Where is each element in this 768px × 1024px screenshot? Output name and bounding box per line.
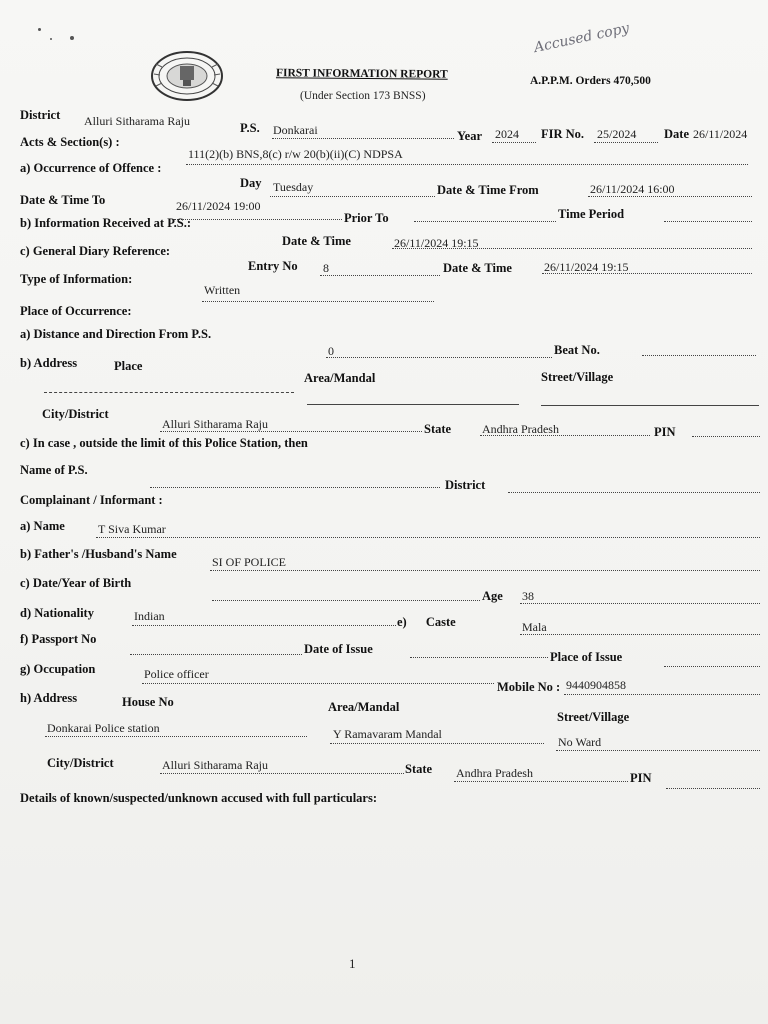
fir-no-value: 25/2024 bbox=[597, 127, 637, 141]
date-time-from-value: 26/11/2024 16:00 bbox=[590, 182, 675, 196]
ps-value: Donkarai bbox=[273, 123, 318, 137]
dob-underline bbox=[212, 600, 480, 601]
street-underline bbox=[541, 405, 759, 406]
area-value: Y Ramavaram Mandal bbox=[333, 727, 442, 741]
entry-no-label: Entry No bbox=[248, 259, 298, 273]
name-ps-underline bbox=[150, 487, 440, 488]
day-label: Day bbox=[240, 176, 262, 190]
state2-label: State bbox=[405, 762, 433, 776]
city-value: Alluri Sitharama Raju bbox=[162, 758, 268, 772]
prior-to-label: Prior To bbox=[344, 211, 389, 225]
dob-label: c) Date/Year of Birth bbox=[20, 576, 132, 590]
scan-speck bbox=[50, 38, 52, 40]
house-value: Donkarai Police station bbox=[47, 721, 160, 735]
street-village2-label: Street/Village bbox=[557, 710, 630, 724]
city-district-label: City/District bbox=[42, 407, 109, 421]
passport-label: f) Passport No bbox=[20, 632, 97, 646]
type-info-value: Written bbox=[204, 283, 241, 297]
pin-label: PIN bbox=[654, 425, 676, 439]
info-received-value: 26/11/2024 19:15 bbox=[394, 236, 479, 250]
occ-city-underline bbox=[160, 431, 422, 432]
date-issue-label: Date of Issue bbox=[304, 642, 373, 656]
place-issue-label: Place of Issue bbox=[550, 650, 623, 664]
prior-to-underline bbox=[414, 221, 556, 222]
date-time-to-value: 26/11/2024 19:00 bbox=[176, 199, 261, 213]
caste-label: e) Caste bbox=[397, 615, 456, 629]
type-info-underline bbox=[202, 301, 434, 302]
area-mandal-label: Area/Mandal bbox=[304, 371, 376, 385]
name-underline bbox=[96, 537, 760, 538]
info-underline bbox=[392, 248, 752, 249]
accused-details-label: Details of known/suspected/unknown accused with full particulars: bbox=[20, 791, 377, 805]
occ-city-value: Alluri Sitharama Raju bbox=[162, 417, 268, 431]
day-value: Tuesday bbox=[273, 180, 314, 194]
date-issue-underline bbox=[410, 657, 548, 658]
name-value: T Siva Kumar bbox=[98, 522, 166, 536]
year-label: Year bbox=[457, 129, 482, 143]
caste-value: Mala bbox=[522, 620, 547, 634]
year-underline bbox=[492, 142, 536, 143]
district2-label: District bbox=[445, 478, 486, 492]
street-value: No Ward bbox=[558, 735, 602, 749]
place-underline bbox=[44, 392, 294, 393]
distance-value: 0 bbox=[328, 344, 334, 358]
scan-speck bbox=[38, 28, 41, 31]
street2-underline bbox=[556, 750, 760, 751]
ps-label: P.S. bbox=[240, 121, 260, 135]
handwritten-accused-copy: Accused copy bbox=[532, 20, 631, 56]
info-received-label: b) Information Received at P.S.: bbox=[20, 216, 192, 230]
day-underline bbox=[270, 196, 435, 197]
ps-underline bbox=[272, 138, 454, 139]
type-info-label: Type of Information: bbox=[20, 272, 133, 286]
info-date-time-label: Date & Time bbox=[282, 234, 351, 248]
house-no-label: House No bbox=[122, 695, 174, 709]
address-h-label: h) Address bbox=[20, 691, 78, 705]
father-label: b) Father's /Husband's Name bbox=[20, 547, 177, 561]
occupation-value: Police officer bbox=[144, 667, 209, 681]
complainant-label: Complainant / Informant : bbox=[20, 493, 163, 507]
pin2-underline bbox=[666, 788, 760, 789]
city-district2-label: City/District bbox=[47, 756, 114, 770]
father-value: SI OF POLICE bbox=[212, 555, 287, 569]
district2-underline bbox=[508, 492, 760, 493]
state-label: State bbox=[424, 422, 452, 436]
district-value: Alluri Sitharama Raju bbox=[84, 114, 190, 128]
time-period-label: Time Period bbox=[558, 207, 625, 221]
city-underline bbox=[160, 773, 404, 774]
gd-date-time-value: 26/11/2024 19:15 bbox=[544, 260, 629, 274]
document-title: FIRST INFORMATION REPORT bbox=[275, 67, 448, 81]
beat-no-label: Beat No. bbox=[554, 343, 600, 357]
distance-label: a) Distance and Direction From P.S. bbox=[20, 327, 212, 341]
entry-no-underline bbox=[320, 275, 440, 276]
fir-no-label: FIR No. bbox=[541, 127, 585, 141]
place-issue-underline bbox=[664, 666, 760, 667]
occupation-underline bbox=[142, 683, 494, 684]
document-subtitle: (Under Section 173 BNSS) bbox=[300, 90, 426, 102]
year-value: 2024 bbox=[495, 127, 519, 141]
name-ps-label: Name of P.S. bbox=[20, 463, 88, 477]
age-label: Age bbox=[482, 589, 503, 603]
date-value: 26/11/2024 bbox=[693, 127, 748, 141]
state2-underline bbox=[454, 781, 628, 782]
acts-value: 111(2)(b) BNS,8(c) r/w 20(b)(ii)(C) NDPSA bbox=[188, 147, 403, 161]
street-village-label: Street/Village bbox=[541, 370, 614, 384]
date-time-from-label: Date & Time From bbox=[437, 183, 539, 197]
pin2-label: PIN bbox=[630, 771, 652, 785]
to-underline bbox=[174, 219, 342, 220]
address-b-label: b) Address bbox=[20, 356, 78, 370]
nationality-value: Indian bbox=[134, 609, 165, 623]
date-time-to-label: Date & Time To bbox=[20, 193, 106, 207]
nationality-label: d) Nationality bbox=[20, 606, 94, 620]
mobile-label: Mobile No : bbox=[497, 680, 561, 694]
page-number: 1 bbox=[349, 956, 356, 971]
occ-state-value: Andhra Pradesh bbox=[482, 422, 559, 436]
gd-ref-label: c) General Diary Reference: bbox=[20, 244, 171, 258]
acts-label: Acts & Section(s) : bbox=[20, 135, 120, 149]
entry-no-value: 8 bbox=[323, 261, 329, 275]
pin-underline bbox=[692, 436, 760, 437]
name-label: a) Name bbox=[20, 519, 65, 533]
gd-date-time-label: Date & Time bbox=[443, 261, 512, 275]
occupation-label: g) Occupation bbox=[20, 662, 96, 676]
acts-underline bbox=[186, 164, 748, 165]
scan-speck bbox=[70, 36, 74, 40]
house-underline bbox=[45, 736, 307, 737]
district-label: District bbox=[20, 108, 61, 122]
age-underline bbox=[520, 603, 760, 604]
mobile-value: 9440904858 bbox=[566, 678, 626, 692]
outside-limit-label: c) In case , outside the limit of this Police Station, then bbox=[20, 436, 308, 450]
passport-underline bbox=[130, 654, 302, 655]
time-period-underline bbox=[664, 221, 752, 222]
occ-state-underline bbox=[480, 435, 650, 436]
nationality-underline bbox=[132, 625, 396, 626]
mobile-underline bbox=[564, 694, 760, 695]
father-underline bbox=[210, 570, 760, 571]
distance-underline bbox=[326, 357, 552, 358]
caste-underline bbox=[520, 634, 760, 635]
area-mandal2-label: Area/Mandal bbox=[328, 700, 400, 714]
age-value: 38 bbox=[522, 589, 534, 603]
from-underline bbox=[588, 196, 752, 197]
area-underline bbox=[307, 404, 519, 405]
state-value: Andhra Pradesh bbox=[456, 766, 533, 780]
area2-underline bbox=[330, 743, 544, 744]
gd-underline bbox=[542, 273, 752, 274]
occurrence-label: a) Occurrence of Offence : bbox=[20, 161, 162, 175]
appm-orders: A.P.P.M. Orders 470,500 bbox=[530, 75, 651, 87]
beat-no-underline bbox=[642, 355, 756, 356]
fir-no-underline bbox=[594, 142, 658, 143]
place-occurrence-label: Place of Occurrence: bbox=[20, 304, 132, 318]
state-emblem-seal bbox=[150, 50, 224, 102]
place-label: Place bbox=[114, 359, 143, 373]
date-label: Date bbox=[664, 127, 689, 141]
